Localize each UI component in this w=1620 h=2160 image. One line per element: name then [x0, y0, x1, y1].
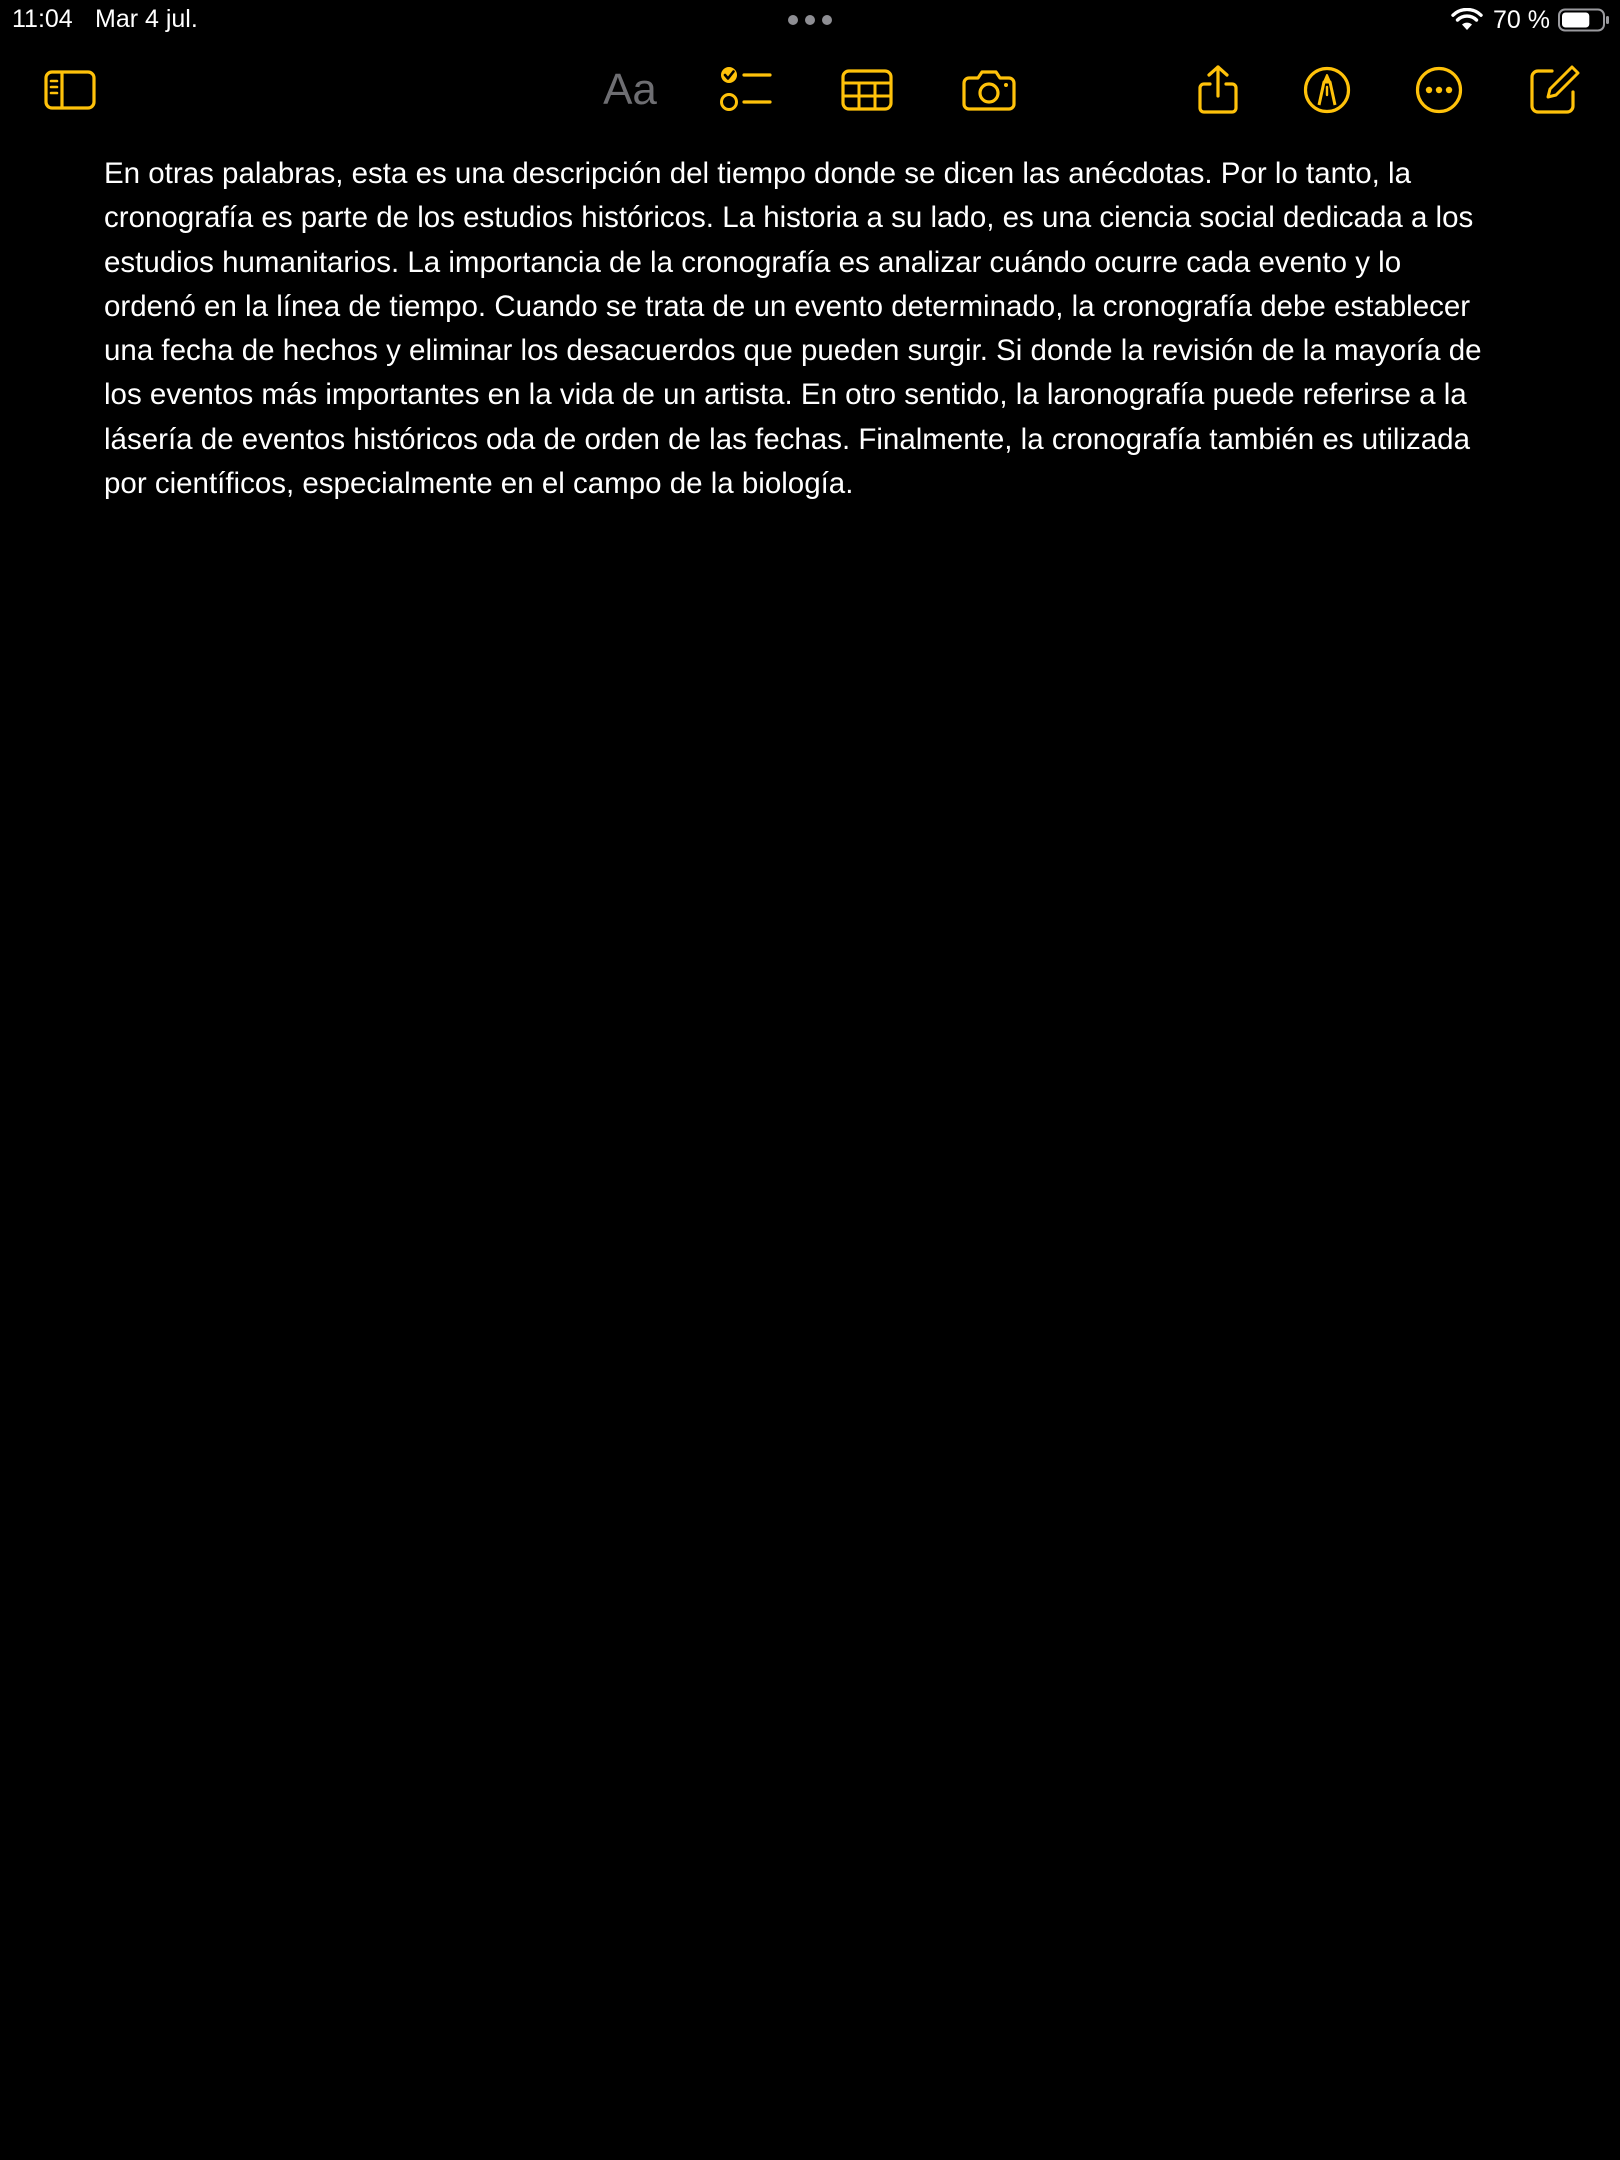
sidebar-toggle-button[interactable]: [40, 60, 100, 120]
markup-button[interactable]: [1297, 60, 1357, 120]
checklist-button[interactable]: [718, 60, 778, 120]
note-body-text[interactable]: En otras palabras, esta es una descripción del tiempo donde se dicen las anécdotas. Por lo tanto, la cronografía es parte de los estudios históricos. La historia a su lado, es una ciencia social dedicada a los estudios humanitarios. La importancia de la cronografía es analizar cuándo ocurre cada evento y lo ordenó en la línea de tiempo. Cuando se trata de un evento determinado, la cronografía debe establecer una fecha de hechos y eliminar los desacuerdos que pueden surgir. Si donde la revisión de la mayoría de los eventos más importantes en la vida de un artista. En otro sentido, la laronografía puede referirse a la lásería de eventos históricos oda de orden de las fechas. Finalmente, la cronografía también es utilizada por científicos, especialmente en el campo de la biología.: [104, 157, 1482, 501]
table-icon: [840, 68, 894, 112]
format-text-button[interactable]: [598, 60, 662, 120]
wifi-icon: [1451, 8, 1483, 32]
share-button[interactable]: [1188, 60, 1248, 120]
status-time: 11:04: [12, 5, 73, 33]
compose-button[interactable]: [1524, 60, 1584, 120]
camera-button[interactable]: [959, 60, 1019, 120]
more-icon: [1414, 65, 1464, 115]
status-date: Mar 4 jul.: [95, 5, 198, 33]
status-indicators: [1451, 4, 1610, 36]
compose-icon: [1528, 64, 1580, 116]
multitasking-menu-icon[interactable]: [788, 15, 832, 25]
battery-icon: [1558, 8, 1610, 32]
markup-icon: [1302, 65, 1352, 115]
share-icon: [1196, 64, 1240, 116]
notes-toolbar: [0, 50, 1620, 130]
checklist-icon: [720, 65, 776, 115]
camera-icon: [961, 68, 1017, 112]
format-text-icon: Aa: [603, 65, 657, 114]
sidebar-toggle-icon: [43, 68, 97, 112]
battery-percent: 70 %: [1493, 5, 1550, 34]
table-button[interactable]: [837, 60, 897, 120]
more-button[interactable]: [1409, 60, 1469, 120]
status-bar: [0, 0, 1620, 40]
